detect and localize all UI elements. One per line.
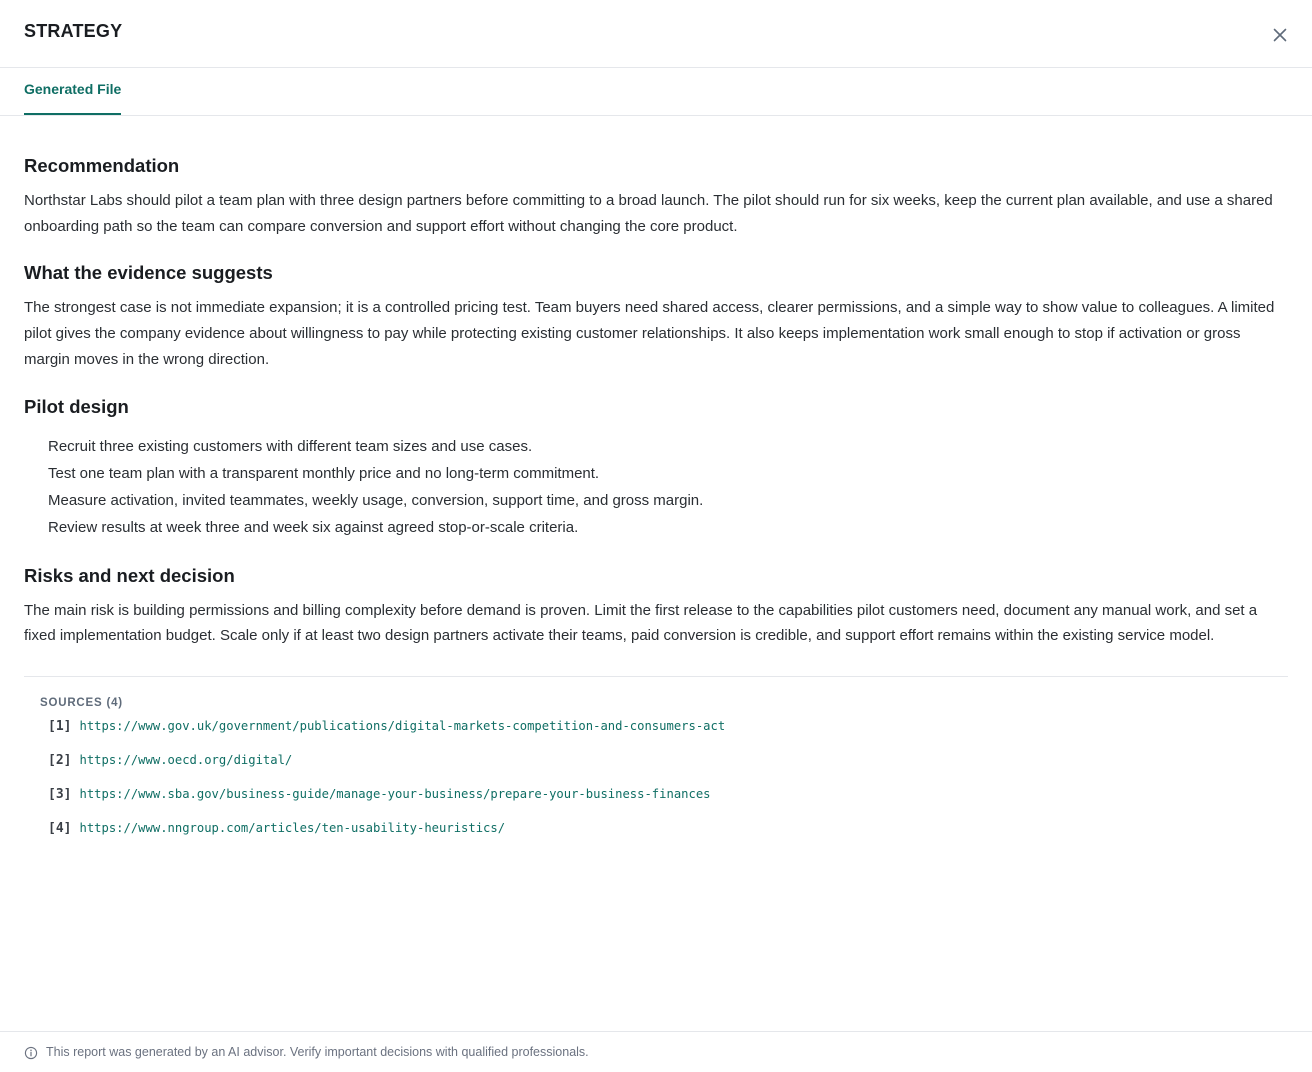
section-heading-pilot: Pilot design [24,395,129,417]
info-icon [24,1046,38,1060]
footer-disclaimer: This report was generated by an AI advisor. Verify important decisions with qualified professionals. [46,1045,589,1059]
section-body-evidence: The strongest case is not immediate expansion; it is a controlled pricing test. Team buyers need shared access, clearer permissions, and a simple way to show value to colleagues. A limited pilot gives the company evidence about willingness to pay while protecting existing customer relationships. It also keeps implementation work small enough to stop if activation or gross margin moves in the wrong direction. [24,299,1275,368]
source-number: [2] [48,752,72,768]
source-link[interactable]: https://www.oecd.org/digital/ [79,753,293,768]
sources-title: SOURCES (4) [40,697,123,710]
source-number: [3] [48,786,72,802]
section-body-risks: The main risk is building permissions and billing complexity before demand is proven. Limit the first release to the capabilities pilot customers need, document any manual work, and set a fixed implementation budget. Scale only if at least two design partners activate their teams, paid conversion is credible, and support effort remains within the existing service model. [24,601,1258,645]
tab-generated-file[interactable]: Generated File [24,68,121,115]
pilot-design-list [24,433,1288,542]
modal-footer [0,1031,1312,1072]
section-heading-recommendation: Recommendation [24,155,180,176]
list-item: Measure activation, invited teammates, weekly usage, conversion, support time, and gross margin. [48,492,704,510]
section-heading-evidence: What the evidence suggests [24,262,273,284]
source-item [40,709,1272,743]
source-number: [4] [48,820,72,836]
sources-section [24,677,1288,845]
report-content [0,154,1312,845]
modal-header [0,0,1312,68]
source-link[interactable]: https://www.nngroup.com/articles/ten-usability-heuristics/ [79,821,506,836]
source-item [40,811,1272,845]
close-icon [1272,27,1288,43]
source-number: [1] [48,718,72,734]
section-heading-risks: Risks and next decision [24,564,235,586]
source-link[interactable]: https://www.sba.gov/business-guide/manage-your-business/prepare-your-business-finances [79,787,711,802]
list-item: Recruit three existing customers with different team sizes and use cases. [48,437,533,455]
close-button[interactable] [1266,21,1294,49]
source-item [40,743,1272,777]
modal-title: STRATEGY [24,21,123,41]
source-item [40,777,1272,811]
section-body-recommendation: Northstar Labs should pilot a team plan with three design partners before committing to a broad launch. The pilot should run for six weeks, keep the current plan available, and use a shared onboarding path so the team can compare conversion and support effort without changing the core product. [24,192,1273,235]
source-link[interactable]: https://www.gov.uk/government/publications/digital-markets-competition-and-consumers-act [79,719,726,734]
list-item: Review results at week three and week six against agreed stop-or-scale criteria. [48,519,579,537]
tab-bar [0,68,1312,116]
list-item: Test one team plan with a transparent monthly price and no long-term commitment. [48,464,600,482]
